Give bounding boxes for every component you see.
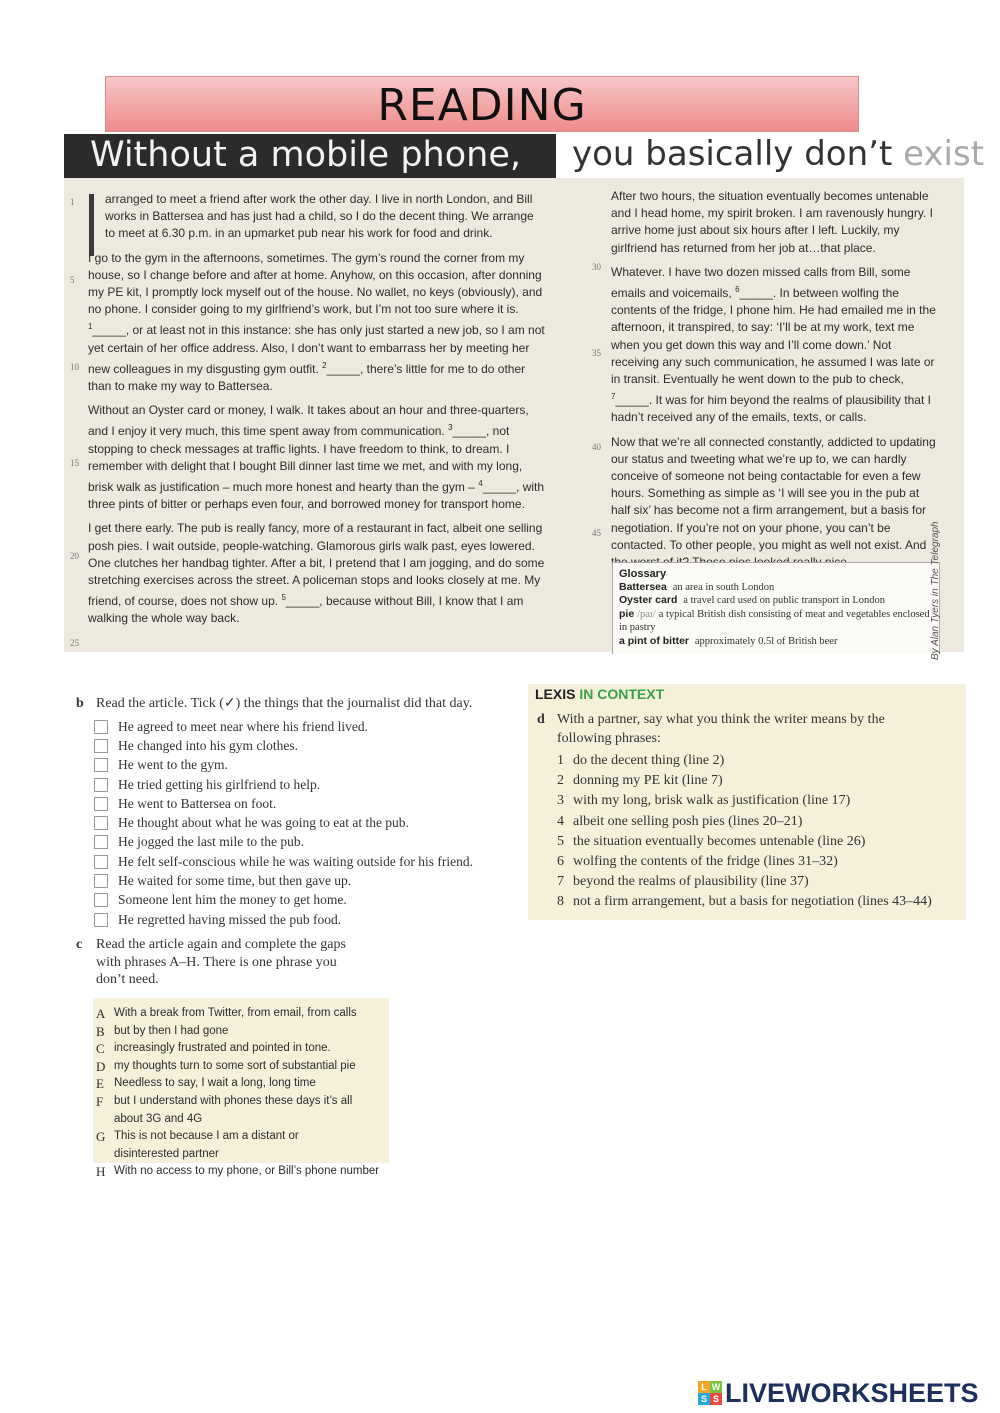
phrases-list	[96, 1005, 386, 1181]
line-number: 45	[592, 528, 601, 538]
gap-number: 4	[478, 479, 483, 489]
tick-checkbox[interactable]	[94, 874, 108, 888]
tick-item: He changed into his gym clothes.	[94, 736, 514, 755]
reading-banner	[105, 76, 859, 132]
gap-number: 1	[88, 322, 93, 332]
phrase-item: F but I understand with phones these days it’s all about 3G and 4G	[96, 1093, 353, 1125]
headline-part2b: exist	[903, 134, 985, 174]
tick-item: He regretted having missed the pub food.	[94, 910, 514, 929]
gap-number: 6	[735, 285, 740, 295]
tick-checkbox[interactable]	[94, 797, 108, 811]
phrase-item: G This is not because I am a distant or disinterested partner	[96, 1129, 299, 1160]
tick-item: He jogged the last mile to the pub.	[94, 833, 514, 852]
article-column-left	[88, 191, 546, 635]
glossary-entry: Battersea an area in south London	[619, 580, 775, 593]
article-paragraph: Without an Oyster card or money, I walk. It takes about an hour and three-quarters, and I enjoy it very much, this time spent away from communication. $^3$_____, not stopping to check messages at traffic lights. I have freedom to think, to dream. I remember with delight that I bought Bill dinner last time we met, and with my long, brisk walk as justification – much more honest and hearty than the gym – $^4$_____, with three pints of bitter or perhaps even four, and borrowed money for transport home.	[88, 403, 545, 512]
headline-part2a: you basically don’t	[572, 134, 904, 174]
gap-number: 2	[322, 360, 327, 370]
line-number: 35	[592, 348, 601, 358]
tick-item: He thought about what he was going to eat at the pub.	[94, 813, 514, 832]
line-number: 30	[592, 262, 601, 272]
tick-item: He went to the gym.	[94, 756, 514, 775]
exercise-b-list	[94, 717, 514, 929]
tick-item: He went to Battersea on foot.	[94, 794, 514, 813]
banner-title: READING	[377, 80, 587, 131]
tick-checkbox[interactable]	[94, 758, 108, 772]
tick-checkbox[interactable]	[94, 893, 108, 907]
line-number: 25	[70, 638, 79, 648]
article-paragraph: I go to the gym in the afternoons, sometimes. The gym’s round the corner from my house, so I change before and after at home. Anyhow, on this occasion, after donning my PE kit, I promptly lock myself out of the house. No wallet, no keys (obviously), and no phone. I consider going to my girlfriend’s work, but I’m not too sure where it is. $^1$_____, or at least not in this instance: she has only just started a new job, so I am not yet certain of her office address. Also, I don’t want to embarrass her by meeting her new colleagues in my disgusting gym outfit. $^2$_____, there’s little for me to do other than to make my way to Battersea.	[88, 250, 545, 394]
tick-item: He tried getting his girlfriend to help.	[94, 775, 514, 794]
phrase-item: H With no access to my phone, or Bill’s phone number	[96, 1164, 380, 1180]
liveworksheets-icon: L W S S	[698, 1381, 722, 1405]
lexis-item: 7 beyond the realms of plausibility (line 37)	[557, 874, 809, 890]
article-column-right	[611, 188, 941, 578]
headline-part2	[556, 134, 985, 178]
line-number: 40	[592, 442, 601, 452]
exercise-d-list	[557, 753, 977, 915]
phrase-item: C increasingly frustrated and pointed in tone.	[96, 1041, 331, 1057]
glossary-entry: Oyster card a travel card used on public transport in London	[619, 594, 885, 606]
glossary-entry: a pint of bitter approximately 0.5l of British beer	[619, 634, 838, 647]
article-paragraph: Whatever. I have two dozen missed calls from Bill, some emails and voicemails, $^6$_____. In between wolfing the contents of the fridge, I phone him. He had emailed me in the afternoon, it transpired, to say: ‘I’ll be at my work, text me when you get down this way and I’ll come down.’ Not receiving any such communication, he assumed I was late or in transit. Eventually he went down to the pub to check, $^7$_____. It was for him beyond the realms of plausibility that I hadn’t received any of the emails, texts, or calls.	[611, 264, 936, 425]
gap-number: 5	[281, 593, 286, 603]
glossary-box	[612, 562, 940, 654]
tick-item: He agreed to meet near where his friend lived.	[94, 717, 514, 736]
gap-number: 7	[611, 392, 616, 402]
article-paragraph: arranged to meet a friend after work the other day. I live in north London, and Bill works in Battersea and has just had a child, so I do the decent thing. We arrange to meet at 6.30 p.m. in an upmarket pub near his work for food and drink.	[105, 192, 534, 241]
tick-checkbox[interactable]	[94, 835, 108, 849]
tick-checkbox[interactable]	[94, 739, 108, 753]
gap-number: 3	[448, 423, 453, 433]
phrase-item: D my thoughts turn to some sort of substantial pie	[96, 1058, 356, 1074]
tick-checkbox[interactable]	[94, 855, 108, 869]
line-number: 15	[70, 458, 79, 468]
liveworksheets-logo[interactable]	[698, 1378, 994, 1408]
exercise-d-instruction: d With a partner, say what you think the writer means by the following phrases:	[537, 712, 885, 746]
exercise-c-instruction: c Read the article again and complete the gaps with phrases A–H. There is one phrase you don’t need.	[76, 937, 346, 987]
lexis-item: 6 wolfing the contents of the fridge (lines 31–32)	[557, 853, 838, 869]
glossary-title: Glossary	[619, 568, 667, 580]
article-credit: By Alan Tyers in The Telegraph	[930, 521, 941, 660]
headline-part1: Without a mobile phone,	[64, 134, 556, 178]
tick-item: Someone lent him the money to get home.	[94, 891, 514, 910]
lexis-item: 8 not a firm arrangement, but a basis for negotiation (lines 43–44)	[557, 894, 932, 910]
tick-checkbox[interactable]	[94, 816, 108, 830]
lexis-item: 1 do the decent thing (line 2)	[557, 753, 725, 768]
tick-checkbox[interactable]	[94, 913, 108, 927]
tick-item: He felt self-conscious while he was waiting outside for his friend.	[94, 852, 514, 871]
lexis-item: 5 the situation eventually becomes untenable (line 26)	[557, 833, 866, 849]
logo-text: LIVEWORKSHEETS	[725, 1377, 979, 1408]
article-paragraph: Now that we’re all connected constantly, addicted to updating our status and tweeting what we’re up to, we can hardly conceive of someone not being contactable for even a few hours. Something as simple as ‘I will see you in the pub at half six’ has become not a firm arrangement, but a basis for negotiation. If you’re not on your phone, you can’t be contacted. To other people, you might as well not exist. And	[611, 434, 936, 552]
tick-checkbox[interactable]	[94, 778, 108, 792]
lexis-item: 4 albeit one selling posh pies (lines 20–21)	[557, 813, 803, 829]
glossary-entry: pie /paɪ/ a typical British dish consisting of meat and vegetables enclosed in pastry	[619, 607, 930, 633]
article-paragraph: I get there early. The pub is really fancy, more of a restaurant in fact, albeit one selling posh pies. I wait outside, people-watching. Glamorous girls walk past, eyes lowered. One clutches her handbag tighter. After a bit, I pretend that I am jogging, and do some stretching exercises across the street. A policeman stops and looks closely at me. My friend, of course, does not show up. $^5$_____, because without Bill, I know that I am walking the whole way back.	[88, 521, 545, 626]
line-number: 5	[70, 275, 75, 285]
lexis-item: 2 donning my PE kit (line 7)	[557, 773, 723, 789]
line-number: 10	[70, 362, 79, 372]
phrase-item: A With a break from Twitter, from email, from calls	[96, 1006, 357, 1021]
lexis-item: 3 with my long, brisk walk as justification (line 17)	[557, 793, 851, 809]
lexis-title: LEXIS IN CONTEXT	[535, 686, 665, 702]
tick-checkbox[interactable]	[94, 720, 108, 734]
phrase-item: B but by then I had gone	[96, 1023, 229, 1039]
tick-item: He waited for some time, but then gave up.	[94, 871, 514, 890]
article-paragraph: After two hours, the situation eventually becomes untenable and I head home, my spirit broken. I am ravenously hungry. I arrive home just about six hours after I left. Luckily, my girlfriend has returned from her job at…that place.	[611, 189, 933, 255]
line-number: 20	[70, 551, 79, 561]
phrase-item: E Needless to say, I wait a long, long time	[96, 1076, 316, 1092]
line-number: 1	[70, 197, 75, 207]
exercise-b-instruction: b Read the article. Tick (✓) the things that the journalist did that day.	[76, 696, 473, 711]
